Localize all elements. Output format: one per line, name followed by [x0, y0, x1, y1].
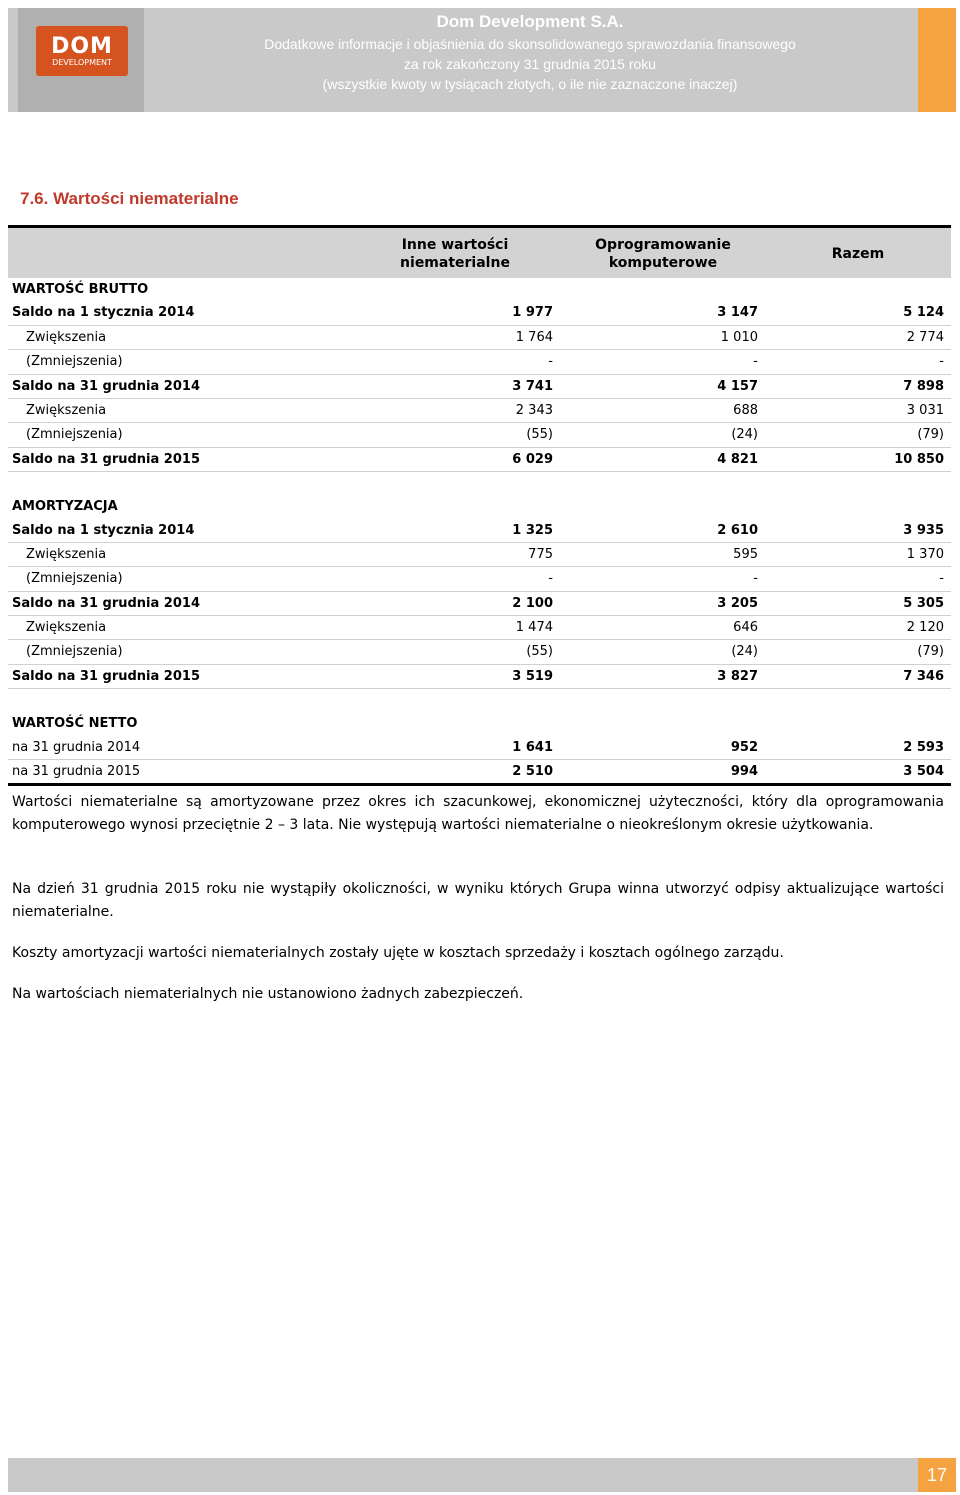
cell-software: 3 205: [717, 595, 758, 611]
header-accent-bar: [918, 8, 956, 112]
row-label: Saldo na 31 grudnia 2015: [12, 451, 200, 467]
table-row: [8, 760, 951, 786]
row-label: Zwiększenia: [26, 620, 107, 636]
cell-other-intangibles: 1 977: [512, 305, 553, 321]
row-label: na 31 grudnia 2014: [12, 739, 141, 755]
row-label: Saldo na 1 stycznia 2014: [12, 522, 195, 538]
row-label: na 31 grudnia 2015: [12, 764, 141, 780]
table-row: [8, 567, 951, 591]
cell-software: (24): [731, 427, 758, 443]
cell-other-intangibles: (55): [526, 427, 553, 443]
column-header-software: Oprogramowanie komputerowe: [595, 237, 731, 271]
paragraph-no-collateral: Na wartościach niematerialnych nie ustanowiono żadnych zabezpieczeń.: [12, 986, 524, 1002]
cell-other-intangibles: 3 741: [512, 378, 553, 394]
row-label: Saldo na 31 grudnia 2014: [12, 595, 200, 611]
table-row: [8, 640, 951, 664]
cell-software: 952: [730, 739, 758, 755]
cell-other-intangibles: 775: [528, 546, 553, 562]
table-row: [8, 375, 951, 399]
row-label: Saldo na 1 stycznia 2014: [12, 305, 195, 321]
company-logo: [36, 26, 128, 76]
cell-software: 595: [733, 546, 758, 562]
table-row: [8, 301, 951, 325]
cell-total: 1 370: [906, 546, 944, 562]
cell-total: 7 898: [903, 378, 944, 394]
table-row: [8, 326, 951, 350]
cell-other-intangibles: -: [548, 571, 553, 587]
header-line-1: Dodatkowe informacje i objaśnienia do skonsolidowanego sprawozdania finansowego: [264, 36, 796, 52]
cell-software: 4 157: [717, 378, 758, 394]
table-row: [8, 519, 951, 543]
cell-total: 2 774: [906, 329, 944, 345]
section-row-brutto: [8, 278, 951, 301]
cell-total: 3 031: [906, 402, 944, 418]
table-row: [8, 399, 951, 423]
cell-other-intangibles: 1 764: [515, 329, 553, 345]
cell-total: (79): [917, 644, 944, 660]
section-label: WARTOŚĆ BRUTTO: [12, 282, 149, 297]
cell-total: 3 935: [903, 522, 944, 538]
row-label: (Zmniejszenia): [26, 571, 123, 587]
cell-software: 2 610: [717, 522, 758, 538]
cell-software: 688: [733, 402, 758, 418]
table-row: [8, 423, 951, 447]
cell-total: 2 120: [906, 620, 944, 636]
cell-other-intangibles: 1 325: [512, 522, 553, 538]
cell-other-intangibles: 2 343: [515, 402, 553, 418]
row-label: (Zmniejszenia): [26, 644, 123, 660]
table-row: [8, 736, 951, 760]
intangible-assets-table: [8, 225, 951, 786]
header-line-3: (wszystkie kwoty w tysiącach złotych, o ile nie zaznaczone inaczej): [322, 76, 738, 92]
section-row-amortyzacja: [8, 495, 951, 518]
cell-total: 3 504: [903, 764, 944, 780]
cell-software: -: [753, 571, 758, 587]
cell-software: 1 010: [720, 329, 758, 345]
cell-total: -: [939, 571, 944, 587]
row-label: Zwiększenia: [26, 402, 107, 418]
cell-software: 994: [730, 764, 758, 780]
spacer-row: [8, 472, 951, 495]
section-label: AMORTYZACJA: [12, 499, 118, 515]
paragraph-amortization-costs: Koszty amortyzacji wartości niematerialnych zostały ujęte w kosztach sprzedaży i kosztach ogólnego zarządu.: [12, 945, 784, 961]
cell-other-intangibles: 1 474: [515, 620, 553, 636]
row-label: (Zmniejszenia): [26, 427, 123, 443]
section-row-netto: [8, 712, 951, 735]
cell-total: 5 305: [903, 595, 944, 611]
cell-other-intangibles: (55): [526, 644, 553, 660]
table-row: [8, 448, 951, 472]
row-label: Zwiększenia: [26, 546, 107, 562]
company-name: Dom Development S.A.: [436, 12, 624, 31]
cell-total: 2 593: [903, 739, 944, 755]
row-label: Saldo na 31 grudnia 2015: [12, 668, 200, 684]
cell-software: (24): [731, 644, 758, 660]
section-title: 7.6. Wartości niematerialne: [20, 189, 239, 208]
cell-total: 7 346: [903, 668, 944, 684]
table-header: [8, 225, 951, 278]
cell-total: (79): [917, 427, 944, 443]
row-label: (Zmniejszenia): [26, 354, 123, 370]
cell-software: -: [753, 354, 758, 370]
page-number: 17: [918, 1458, 956, 1492]
cell-other-intangibles: 1 641: [512, 739, 553, 755]
row-label: Zwiększenia: [26, 329, 107, 345]
spacer-row: [8, 689, 951, 712]
cell-other-intangibles: 2 100: [512, 595, 553, 611]
cell-other-intangibles: 6 029: [512, 451, 553, 467]
cell-other-intangibles: -: [548, 354, 553, 370]
cell-other-intangibles: 2 510: [512, 764, 553, 780]
cell-software: 4 821: [717, 451, 758, 467]
column-header-total: Razem: [831, 246, 885, 262]
logo-sub-text: DEVELOPMENT: [52, 58, 112, 67]
cell-software: 646: [733, 620, 758, 636]
cell-software: 3 147: [717, 305, 758, 321]
cell-total: -: [939, 354, 944, 370]
logo-main-text: DOM: [51, 34, 113, 59]
page-footer: [8, 1458, 948, 1492]
header-text: [150, 10, 910, 94]
column-header-other-intangibles: Inne wartości niematerialne: [400, 237, 510, 271]
table-row: [8, 616, 951, 640]
paragraph-amortization-period: Wartości niematerialne są amortyzowane przez okres ich szacunkowej, ekonomicznej użyteczności, który dla oprogramowania komputerowego wynosi przeciętnie 2 – 3 lata. Nie występują wartości niematerialne o nieokreślonym okresie użytkowania.: [12, 794, 944, 833]
cell-total: 10 850: [894, 451, 944, 467]
row-label: Saldo na 31 grudnia 2014: [12, 378, 200, 394]
header-line-2: za rok zakończony 31 grudnia 2015 roku: [403, 56, 657, 72]
table-row: [8, 350, 951, 374]
table-row: [8, 543, 951, 567]
table-row: [8, 592, 951, 616]
cell-software: 3 827: [717, 668, 758, 684]
table-row: [8, 665, 951, 689]
section-label: WARTOŚĆ NETTO: [12, 716, 138, 732]
cell-total: 5 124: [903, 305, 944, 321]
paragraph-no-impairment: Na dzień 31 grudnia 2015 roku nie wystąpiły okoliczności, w wyniku których Grupa winna utworzyć odpisy aktualizujące wartości niematerialne.: [12, 881, 944, 920]
cell-other-intangibles: 3 519: [512, 668, 553, 684]
